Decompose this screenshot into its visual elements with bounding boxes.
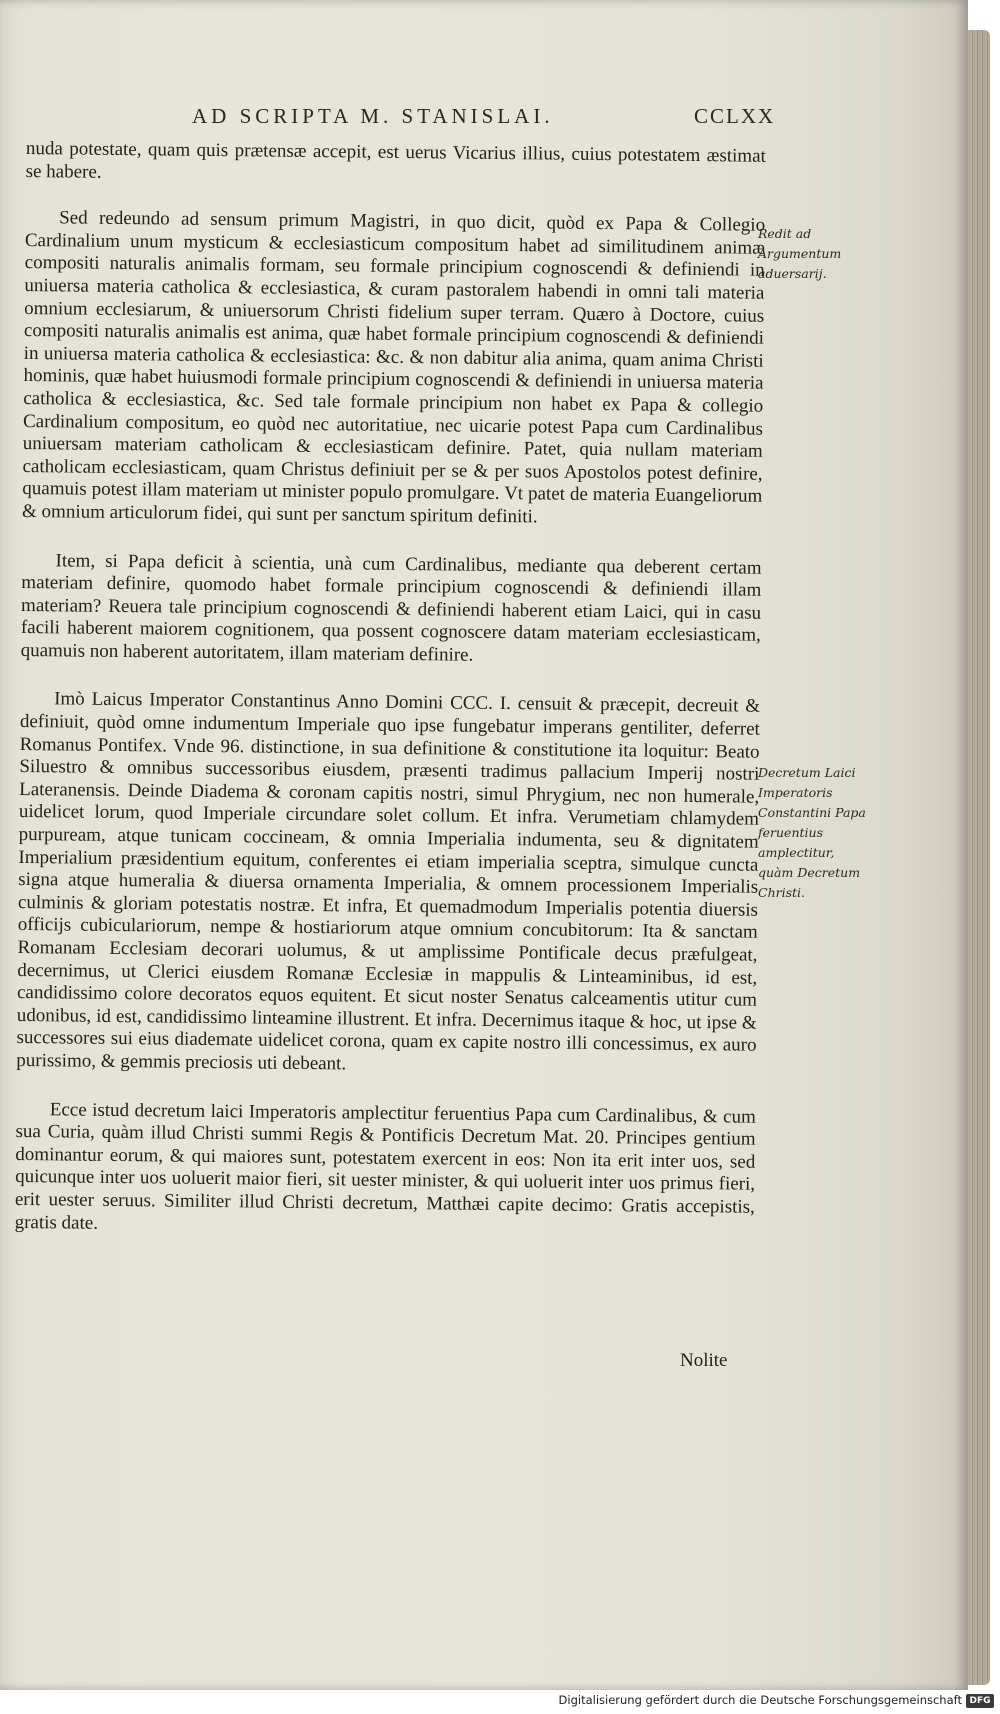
paragraph: nuda potestate, quam quis prætensæ accepit, est uerus Vicarius illius, cuius potestatem æstimat se habere. [25,138,766,183]
dfg-logo: DFG [966,1694,994,1708]
margin-note: Redit ad Argumentum aduersarij. [758,226,842,281]
paragraph: Imò Laicus Imperator Constantinus Anno Domini CCC. I. censuit & præcepit, decreuit & definiuit, quòd omne indumentum Imperiale quo ipse fungebatur imperans gentiliter, deferret Romanus Pontifex. Vnde 96. distinctione, in sua definitione & constitutione ita loquitur: Beato Siluestro & omnibus successoribus eiusdem, præsenti tradimus pallacium Imperij nostri Lateranensis. Deinde Diadema & coronam capitis nostri, simul Phrygium, nec non humerale, uidelicet lorum, quod Imperiale circundare solet collum. Et infra. Verumetiam chlamydem purpuream, atque tunicam coccineam, & omnia Imperialia indumenta, seu & dignitatem Imperialium præsidentium equitum, conferentes ei etiam imperialia sceptra, simulque cuncta signa atque humeralia & diuersa ornamenta Imperialia, & omnem processionem Imperialis culminis & gloriam potestatis nostræ. Et infra, Et quemadmodum Imperialis potentia diuersis officijs cubiculariorum, nempe & hostiariorum atque omnium concubitorum: Ita & sanctam Romanam Ecclesiam decorari uolumus, & ut amplissime Pontificale decus præfulgeat, decernimus, ut Clerici eiusdem Romanæ Ecclesiæ in mappulis & Linteaminibus, id est, candidissimo colore decoratos equos equitent. Et sicut noster Senatus calceamentis utitur cum udonibus, id est, candidissimo linteamine illustrent. Et infra. Decernimus itaque & hoc, ut ipse & successores sui eius diadematе uidelicet corona, quam ex capite nostro illi concessimus, ex auro purissimo, & gemmis preciosis uti debeant. [16,688,761,1075]
footer-bar [0,1690,1000,1714]
paragraph: Item, si Papa deficit à scientia, unà cum Cardinalibus, mediante qua deberent certam materiam definire, quomodo habet formale principium cognoscendi & definiendi illam materiam? Reuera tale principium cognoscendi & definiendi haberent etiam Laici, qui in casu facili haberent maiorem cognitionem, qua possent cognoscere datam materiam ecclesiasticam, quamuis non haberent autoritatem, illam materiam definire. [20,549,762,666]
funding-credit: Digitalisierung gefördert durch die Deutsche Forschungsgemeinschaft [558,1693,962,1707]
catchword: Nolite [680,1350,728,1371]
margin-note: Decretum Laici Imperatoris Constantini Papa feruentius amplectitur, quàm Decretum Christi. [758,765,866,900]
running-head [0,104,960,140]
folio-number: CCLXX [694,104,776,128]
body-text [15,138,766,1242]
paragraph: Sed redeundo ad sensum primum Magistri, in quo dicit, quòd ex Papa & Collegio Cardinalium unum mysticum & ecclesiasticum compositum habet ad similitudinem animæ compositi naturalis animalis formam, seu formale principium cognoscendi & definiendi in uniuersa materia catholica & ecclesiastica, & curam pastoralem habendi in omni tali materia omnium ecclesiarum, & uniuersorum Christi fidelium super terram. Quæro à Doctore, cuius compositi naturalis animalis est anima, quæ habet formale principium cognoscendi & definiendi in uniuersa materia catholica & ecclesiastica: &c. & non dabitur alia anima, quam anima Christi hominis, quæ habet huiusmodi formale principium cognoscendi & definiendi in uniuersa materia catholica & ecclesiastica, &c. Sed tale formale principium non habet ex Papa & collegio Cardinalium compositum, eo quòd nec autoritatiue, nec uicarie potest Papa cum Cardinalibus uniuersam materiam catholicam & ecclesiasticam definire. Patet, quia nullam materiam catholicam ecclesiasticam, quam Christus definiuit per se & per suos Apostolos potest definire, quamuis potest illam materiam ut minister populo promulgare. Vt patet de materia Euangeliorum & omnium articulorum fidei, qui sunt per sanctum spiritum definiti. [21,207,766,528]
running-title: AD SCRIPTA M. STANISLAI. [192,104,554,128]
page-edges [968,30,990,1685]
paragraph: Ecce istud decretum laici Imperatoris amplectitur feruentius Papa cum Cardinalibus, & cum sua Curia, quàm illud Christi summi Regis & Pontificis Decretum Mat. 20. Principes gentium dominantur eorum, & qui maiores sunt, potestatem exercent in eos: Non ita erit inter uos, sed quicunque inter uos uoluerit maior fieri, sit uester minister, & qui uoluerit inter uos primus fieri, erit uester seruus. Similiter illud Christi decretum, Matthæi capite decimo: Gratis accepistis, gratis date. [14,1098,756,1234]
